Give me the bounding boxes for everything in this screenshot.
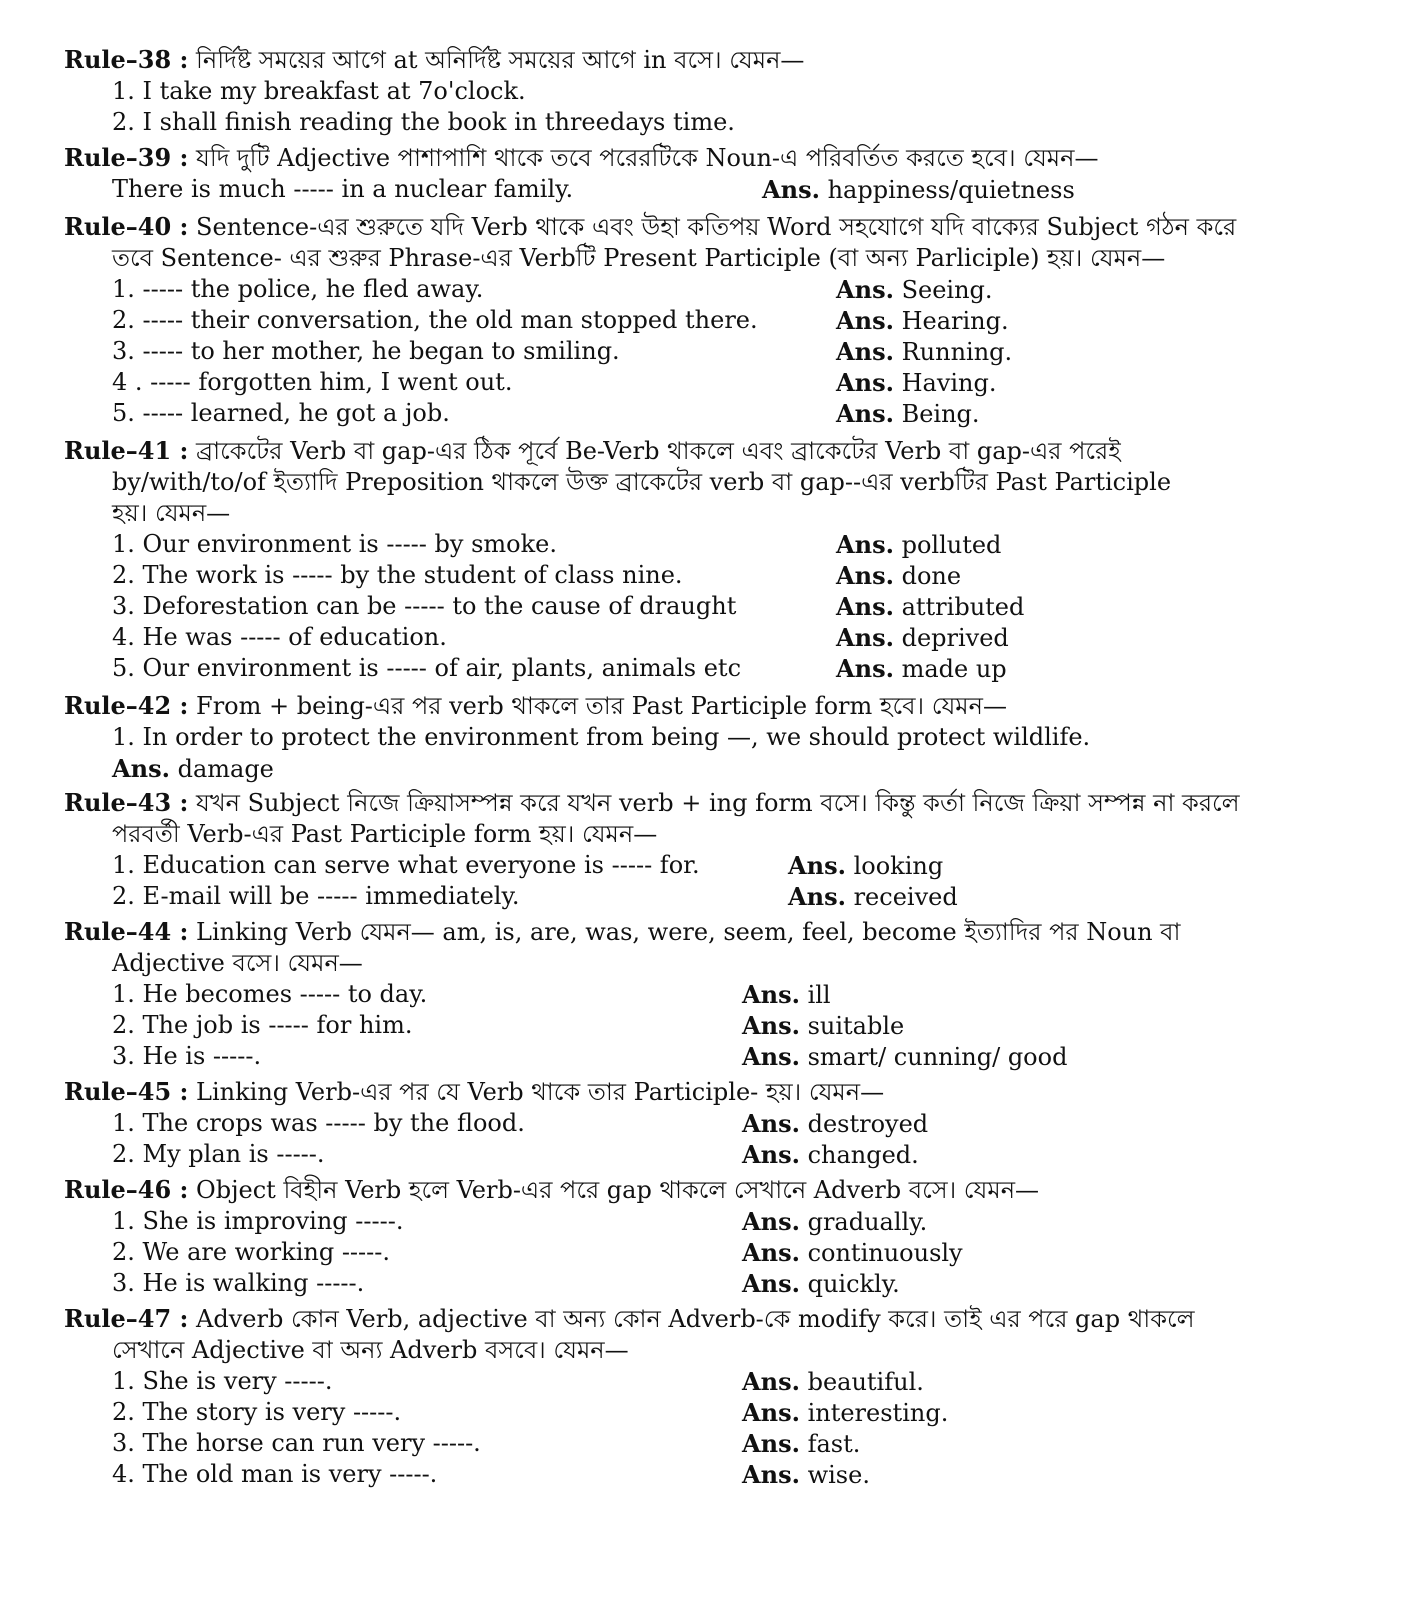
rule-label: Rule–42 : [64,691,189,720]
answer-value: Hearing. [901,307,1009,335]
rule-description: যদি দুটি Adjective পাশাপাশি থাকে তবে পরেরটিকে Noun-এ পরিবর্তিত করতে হবে। যেমন— [196,144,1099,172]
answer [742,979,831,1011]
example-line [64,591,1344,622]
example-text: 3. The horse can run very -----. [112,1429,481,1457]
example-text: 1. She is improving -----. [112,1207,404,1235]
example-text: 4 . ----- forgotten him, I went out. [112,368,513,396]
answer-value: Running. [901,338,1013,366]
answer [836,274,993,306]
example-text: 1. Our environment is ----- by smoke. [112,530,557,558]
example-text: 2. The story is very -----. [112,1398,402,1426]
example-text: 1. ----- the police, he fled away. [112,275,484,303]
rule-label: Rule–44 : [64,917,189,946]
rule-label: Rule–46 : [64,1175,189,1204]
answer [742,1108,928,1140]
example-text: 1. Education can serve what everyone is ----- for. [112,851,700,879]
answer-label: Ans. [742,1460,800,1489]
rule-description-cont: Adjective বসে। যেমন— [112,949,363,977]
rule-description: Linking Verb-এর পর যে Verb থাকে তার Participle- হয়। যেমন— [196,1078,885,1106]
example-line [64,1428,1344,1459]
answer [742,1397,948,1429]
answer [762,174,1075,206]
example-line [64,881,1344,912]
answer-value: looking [853,852,944,880]
rule-header [64,142,1344,174]
answer-value: polluted [901,531,1002,559]
rule-description: Sentence-এর শুরুতে যদি Verb থাকে এবং উহা কতিপয় Word সহযোগে যদি বাক্যের Subject গঠন করে [196,213,1237,241]
example-text: 2. ----- their conversation, the old man stopped there. [112,306,758,334]
answer-label: Ans. [762,175,820,204]
rule-header [64,1174,1344,1206]
rule-description-cont: সেখানে Adjective বা অন্য Adverb বসবে। যেমন— [112,1336,629,1364]
answer-value: suitable [807,1012,905,1040]
example-line [64,367,1344,398]
answer-value: quickly. [807,1270,900,1298]
example-text: 1. He becomes ----- to day. [112,980,428,1008]
answer [742,1366,924,1398]
rule-39 [64,142,1344,205]
example-line [64,653,1344,684]
answer-value: wise. [807,1461,870,1489]
example-line [64,850,1344,881]
answer-value: smart/ cunning/ good [807,1043,1068,1071]
rule-description: ব্রাকেটের Verb বা gap-এর ঠিক পূর্বে Be-Verb থাকলে এবং ব্রাকেটের Verb বা gap-এর পরেই [196,437,1121,465]
answer-label: Ans. [836,368,894,397]
answer [64,753,1344,785]
answer-label: Ans. [742,1042,800,1071]
rule-label: Rule–47 : [64,1304,189,1333]
example-text: 2. My plan is -----. [112,1140,325,1168]
answer-value: done [901,562,962,590]
example-line [64,274,1344,305]
answer [836,305,1009,337]
answer [742,1206,927,1238]
answer-value: attributed [901,593,1025,621]
answer-value: Being. [901,400,980,428]
rule-label: Rule–41 : [64,436,189,465]
answer [836,560,961,592]
example-line [64,979,1344,1010]
answer [742,1237,963,1269]
rule-45 [64,1076,1344,1170]
rule-44 [64,916,1344,1072]
rule-label: Rule–38 : [64,45,189,74]
rule-header [64,1303,1344,1335]
example-text: 1. In order to protect the environment from being —, we should protect wildlife. [112,723,1091,751]
answer-value: fast. [807,1430,861,1458]
answer-label: Ans. [836,654,894,683]
answer-value: Seeing. [901,276,993,304]
answer-value: destroyed [807,1110,929,1138]
answer-value: beautiful. [807,1368,924,1396]
answer-label: Ans. [742,1398,800,1427]
example-text: 1. She is very -----. [112,1367,333,1395]
rule-header [64,1076,1344,1108]
example-line [64,1206,1344,1237]
answer-label: Ans. [742,1429,800,1458]
example-line [64,76,1344,107]
rule-description: From + being-এর পর verb থাকলে তার Past Participle form হবে। যেমন— [196,692,1007,720]
rule-description: নির্দিষ্ট সময়ের আগে at অনির্দিষ্ট সময়ের আগে in বসে। যেমন— [196,46,805,74]
example-text: 2. E-mail will be ----- immediately. [112,882,520,910]
rule-header [64,44,1344,76]
example-text: 3. He is -----. [112,1042,262,1070]
rule-header [64,787,1344,819]
answer-value: made up [901,655,1007,683]
rule-description: Linking Verb যেমন— am, is, are, was, were, seem, feel, become ইত্যাদির পর Noun বা [196,918,1181,946]
example-text: 2. The job is ----- for him. [112,1011,413,1039]
rule-description-cont: by/with/to/of ইত্যাদি Preposition থাকলে উক্ত ব্রাকেটের verb বা gap--এর verbটির Past Participle [112,468,1172,496]
answer-label: Ans. [836,530,894,559]
answer-value: deprived [901,624,1009,652]
answer [836,591,1024,623]
rule-label: Rule–40 : [64,212,189,241]
answer-value: interesting. [807,1399,949,1427]
rule-47 [64,1303,1344,1490]
answer [742,1010,904,1042]
rule-description: Adverb কোন Verb, adjective বা অন্য কোন Adverb-কে modify করে। তাই এর পরে gap থাকলে [196,1305,1195,1333]
rule-label: Rule–39 : [64,143,189,172]
answer [742,1139,919,1171]
answer-value: changed. [807,1141,919,1169]
rule-42 [64,690,1344,785]
rule-description-cont: তবে Sentence- এর শুরুর Phrase-এর Verbটি Present Participle (বা অন্য Parliciple) হয়। যেমন— [112,244,1166,272]
example-line [64,305,1344,336]
answer-value: damage [177,755,274,783]
example-line [64,1139,1344,1170]
rule-description-cont: হয়। যেমন— [112,499,231,527]
rule-46 [64,1174,1344,1299]
example-text: 2. The work is ----- by the student of class nine. [112,561,683,589]
answer-label: Ans. [742,1269,800,1298]
answer-value: Having. [901,369,997,397]
answer-label: Ans. [788,851,846,880]
answer [836,336,1012,368]
rule-label: Rule–43 : [64,788,189,817]
example-line [64,1397,1344,1428]
rule-43 [64,787,1344,912]
answer-label: Ans. [742,1367,800,1396]
answer-label: Ans. [742,1140,800,1169]
example-line [64,398,1344,429]
example-text: There is much ----- in a nuclear family. [112,175,574,203]
document-page [64,44,1344,1490]
answer [742,1268,900,1300]
example-text: 2. We are working -----. [112,1238,390,1266]
answer [836,367,997,399]
rule-header [64,435,1344,467]
example-text: 4. He was ----- of education. [112,623,447,651]
rule-description: যখন Subject নিজে ক্রিয়াসম্পন্ন করে যখন verb + ing form বসে। কিন্তু কর্তা নিজে ক্রিয়া সম্পন্ন না করলে [196,789,1240,817]
example-line [64,622,1344,653]
answer-value: happiness/quietness [827,176,1075,204]
answer [836,653,1007,685]
answer-label: Ans. [836,399,894,428]
rule-header [64,916,1344,948]
example-text: 5. Our environment is ----- of air, plants, animals etc [112,654,742,682]
answer [788,881,958,913]
answer [788,850,943,882]
rule-label: Rule–45 : [64,1077,189,1106]
rule-40 [64,211,1344,429]
example-text: 3. He is walking -----. [112,1269,365,1297]
answer-label: Ans. [742,1207,800,1236]
example-line [64,1366,1344,1397]
example-text: 1. The crops was ----- by the flood. [112,1109,525,1137]
answer [836,622,1009,654]
answer-label: Ans. [112,754,170,783]
answer-label: Ans. [742,980,800,1009]
answer-label: Ans. [836,337,894,366]
example-line [64,529,1344,560]
answer-label: Ans. [836,306,894,335]
example-line [64,1459,1344,1490]
rule-header [64,211,1344,243]
answer-label: Ans. [742,1011,800,1040]
example-line [64,174,1344,205]
answer-value: gradually. [807,1208,928,1236]
example-line [64,1237,1344,1268]
example-line [64,560,1344,591]
answer-label: Ans. [836,561,894,590]
answer-value: received [853,883,958,911]
example-line [64,1268,1344,1299]
answer-label: Ans. [742,1238,800,1267]
answer-label: Ans. [836,592,894,621]
example-line [64,336,1344,367]
example-line [64,1010,1344,1041]
example-line [64,1108,1344,1139]
answer-label: Ans. [788,882,846,911]
answer [742,1041,1067,1073]
example-text: 3. ----- to her mother, he began to smiling. [112,337,620,365]
answer [836,529,1001,561]
example-line [64,107,1344,138]
answer-value: continuously [807,1239,963,1267]
example-text: 2. I shall finish reading the book in threedays time. [112,108,735,136]
answer [742,1428,860,1460]
answer-label: Ans. [742,1109,800,1138]
answer-label: Ans. [836,275,894,304]
rule-38 [64,44,1344,138]
example-line [64,1041,1344,1072]
rule-description-cont: পরবর্তী Verb-এর Past Participle form হয়। যেমন— [112,820,658,848]
example-line [64,722,1344,753]
rule-description: Object বিহীন Verb হলে Verb-এর পরে gap থাকলে সেখানে Adverb বসে। যেমন— [196,1176,1040,1204]
rule-41 [64,435,1344,684]
rule-header [64,690,1344,722]
example-text: 4. The old man is very -----. [112,1460,438,1488]
answer [836,398,980,430]
example-text: 1. I take my breakfast at 7o'clock. [112,77,526,105]
answer [742,1459,870,1491]
example-text: 5. ----- learned, he got a job. [112,399,450,427]
example-text: 3. Deforestation can be ----- to the cause of draught [112,592,737,620]
answer-label: Ans. [836,623,894,652]
answer-value: ill [807,981,831,1009]
